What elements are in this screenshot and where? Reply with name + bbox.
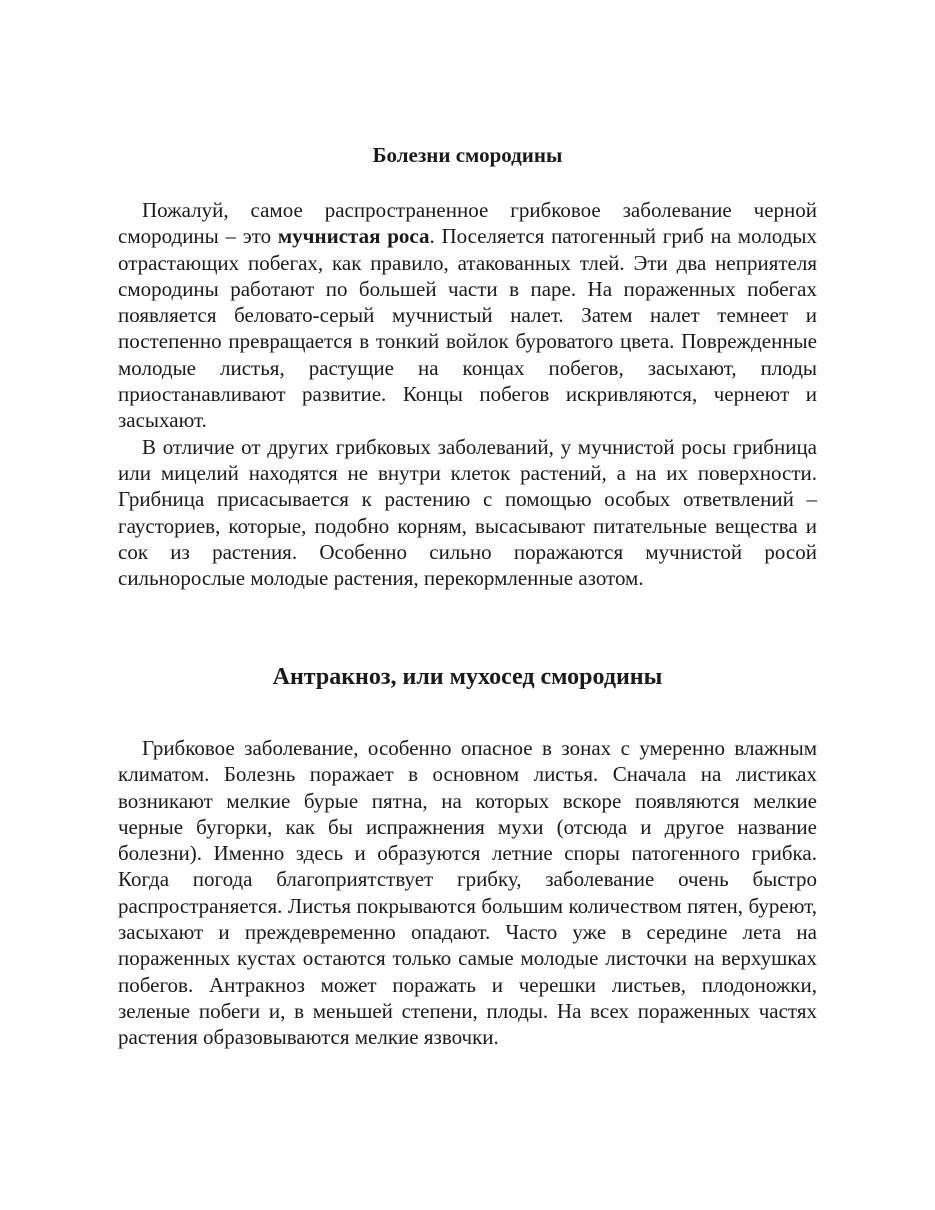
paragraph-text-end: . Поселяется патогенный гриб на молодых отрастающих побегах, как правило, атакованных тлей. Эти два неприятеля смородины работают по большей части в паре. На пораженных побегах появляется беловато-серый мучнистый налет. Затем налет темнеет и постепенно превращается в тонкий войлок буроватого цвета. Поврежденные молодые листья, растущие на концах побегов, засыхают, плоды приостанавливают развитие. Концы побегов искривляются, чернеют и засыхают. [118, 224, 817, 433]
section-currant-diseases [118, 197, 817, 591]
paragraph-powdery-mildew-details: В отличие от других грибковых заболеваний, у мучнистой росы грибница или мицелий находятся не внутри клеток растений, а на их поверхности. Грибница присасывается к растению с помощью особых ответвлений – гаусториев, которые, подобно корням, высасывают питательные вещества и сок из растения. Особенно сильно поражаются мучнистой росой сильнорослые молодые растения, перекормленные азотом. [118, 434, 817, 591]
paragraph-powdery-mildew-intro [118, 197, 817, 434]
section-title-anthracnose: Антракноз, или мухосед смородины [272, 664, 663, 690]
paragraph-anthracnose: Грибковое заболевание, особенно опасное в зонах с умеренно влажным климатом. Болезнь поражает в основном листья. Сначала на листиках возникают мелкие бурые пятна, на которых вскоре появляются мелкие черные бугорки, как бы испражнения мухи (отсюда и другое название болезни). Именно здесь и образуются летние споры патогенного грибка. Когда погода благоприятствует грибку, заболевание очень быстро распространяется. Листья покрываются большим количеством пятен, буреют, засыхают и преждевременно опадают. Часто уже в середине лета на пораженных кустах остаются только самые молодые листочки на верхушках побегов. Антракноз может поражать и черешки листьев, плодоножки, зеленые побеги и, в меньшей степени, плоды. На всех пораженных частях растения образовываются мелкие язвочки. [118, 736, 817, 1050]
paragraph-text-start: Пожалуй, самое распространенное грибковое заболевание черной смородины – это [118, 198, 817, 249]
document-page [118, 0, 817, 1210]
term-powdery-mildew: мучнистая роса [277, 224, 430, 249]
section-anthracnose [118, 735, 817, 1051]
section-title-currant-diseases: Болезни смородины [372, 143, 563, 167]
